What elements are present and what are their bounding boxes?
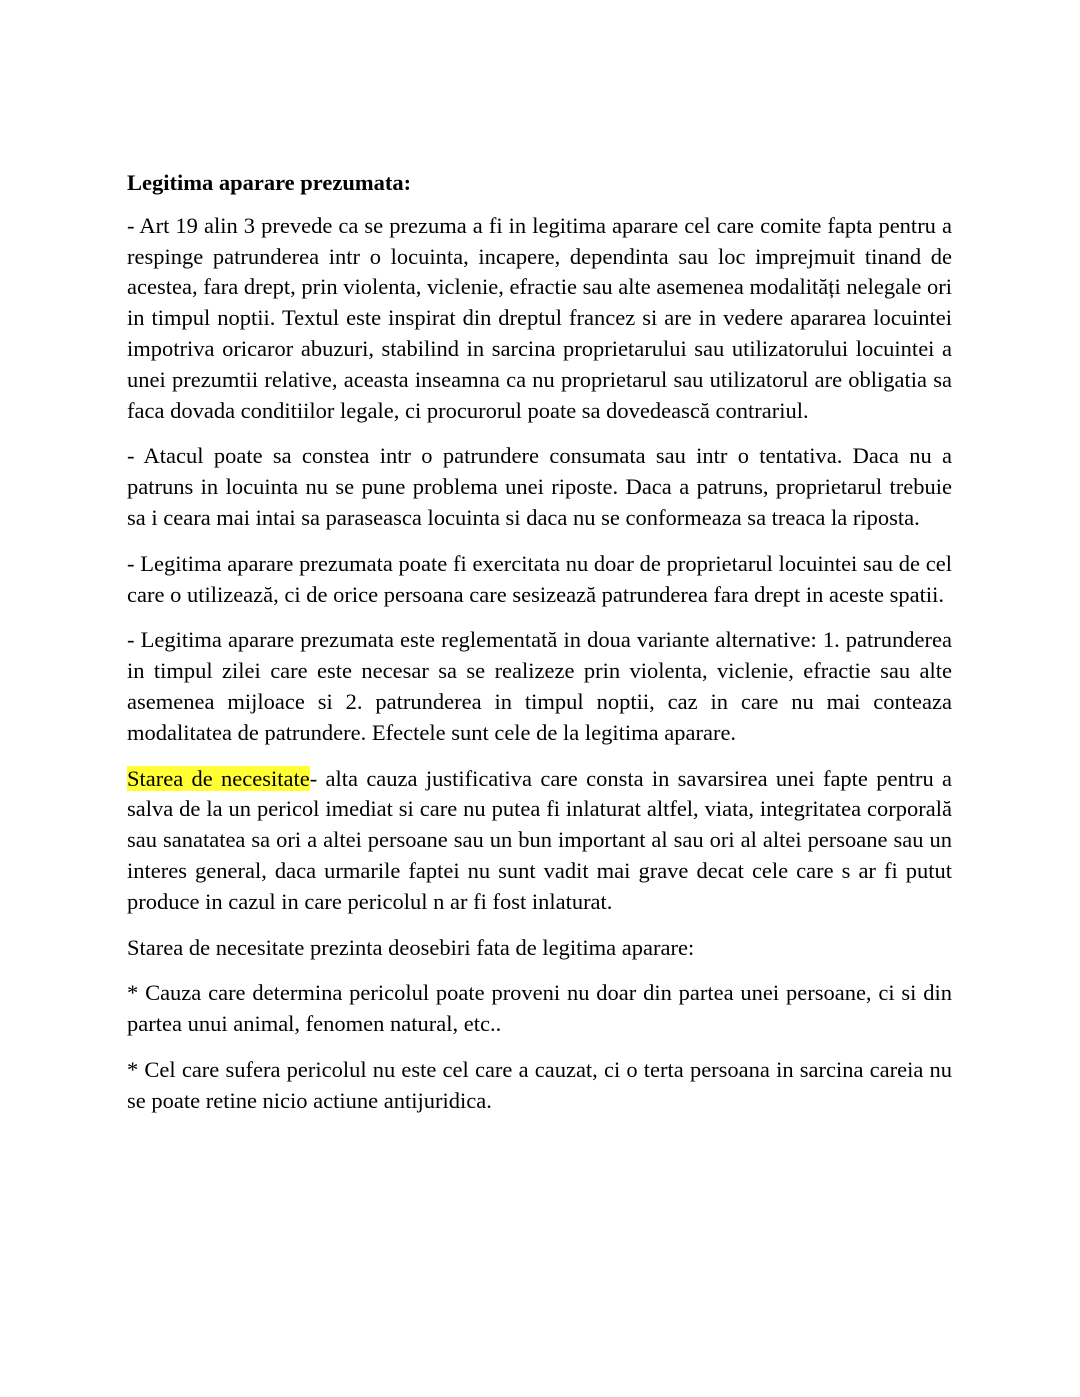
section-heading: Legitima aparare prezumata:	[127, 170, 412, 195]
necessity-definition: - alta cauza justificativa care consta in savarsirea unei fapte pentru a salva de la un pericol imediat si care nu putea fi inlaturat altfel, viata, integritatea corporală sau sanatatea sa ori a altei persoane sau un bun important al sau ori al altei persoane sau un interes general, daca urmarile faptei nu sunt vadit mai grave decat cele care s ar fi putut produce in cazul in care pericolul n ar fi fost inlaturat.	[127, 765, 952, 914]
paragraph-deosebiri-intro: Starea de necesitate prezinta deosebiri fata de legitima aparare:	[127, 934, 695, 960]
paragraph-variante: - Legitima aparare prezumata este reglementată in doua variante alternative: 1. patrunderea in timpul zilei care este necesar sa se realizeze prin violenta, viclenie, efractie sau alte asemenea mijloace si 2. patrunderea in timpul noptii, caz in care nu mai conteaza modalitatea de patrundere. Efectele sunt cele de la legitima aparare.	[127, 627, 952, 745]
paragraph-art19: - Art 19 alin 3 prevede ca se prezuma a fi in legitima aparare cel care comite fapta pentru a respinge patrunderea intr o locuinta, incapere, dependinta sau loc imprejmuit tinand de acestea, fara drept, prin violenta, viclenie, efractie sau alte asemenea modalități nelegale ori in timpul noptii. Textul este inspirat din dreptul francez si are in vedere apararea locuintei impotriva oricaror abuzuri, stabilind in sarcina proprietarului sau utilizatorului locuintei a unei prezumtii relative, aceasta inseamna ca nu proprietarul sau utilizatorul are obligatia sa faca dovada conditiilor legale, ci procurorul poate sa dovedească contrariul.	[127, 212, 952, 423]
list-item-difference-1: * Cauza care determina pericolul poate proveni nu doar din partea unei persoane, ci si din partea unui animal, fenomen natural, etc..	[127, 980, 952, 1037]
paragraph-exercitata: - Legitima aparare prezumata poate fi exercitata nu doar de proprietarul locuintei sau de cel care o utilizează, ci de orice persoana care sesizează patrunderea fara drept in aceste spatii.	[127, 550, 952, 607]
paragraph-atacul: - Atacul poate sa constea intr o patrundere consumata sau intr o tentativa. Daca nu a patruns in locuinta nu se pune problema unei riposte. Daca a patruns, proprietarul trebuie sa i ceara mai intai sa paraseasca locuinta si daca nu se conformeaza sa treaca la riposta.	[127, 443, 952, 530]
paragraph-stare-necesitate	[127, 764, 952, 918]
highlighted-term: Starea de necesitate	[127, 765, 310, 791]
document-page	[127, 168, 952, 1132]
list-item-difference-2: * Cel care sufera pericolul nu este cel care a cauzat, ci o terta persoana in sarcina careia nu se poate retine nicio actiune antijuridica.	[127, 1056, 952, 1113]
